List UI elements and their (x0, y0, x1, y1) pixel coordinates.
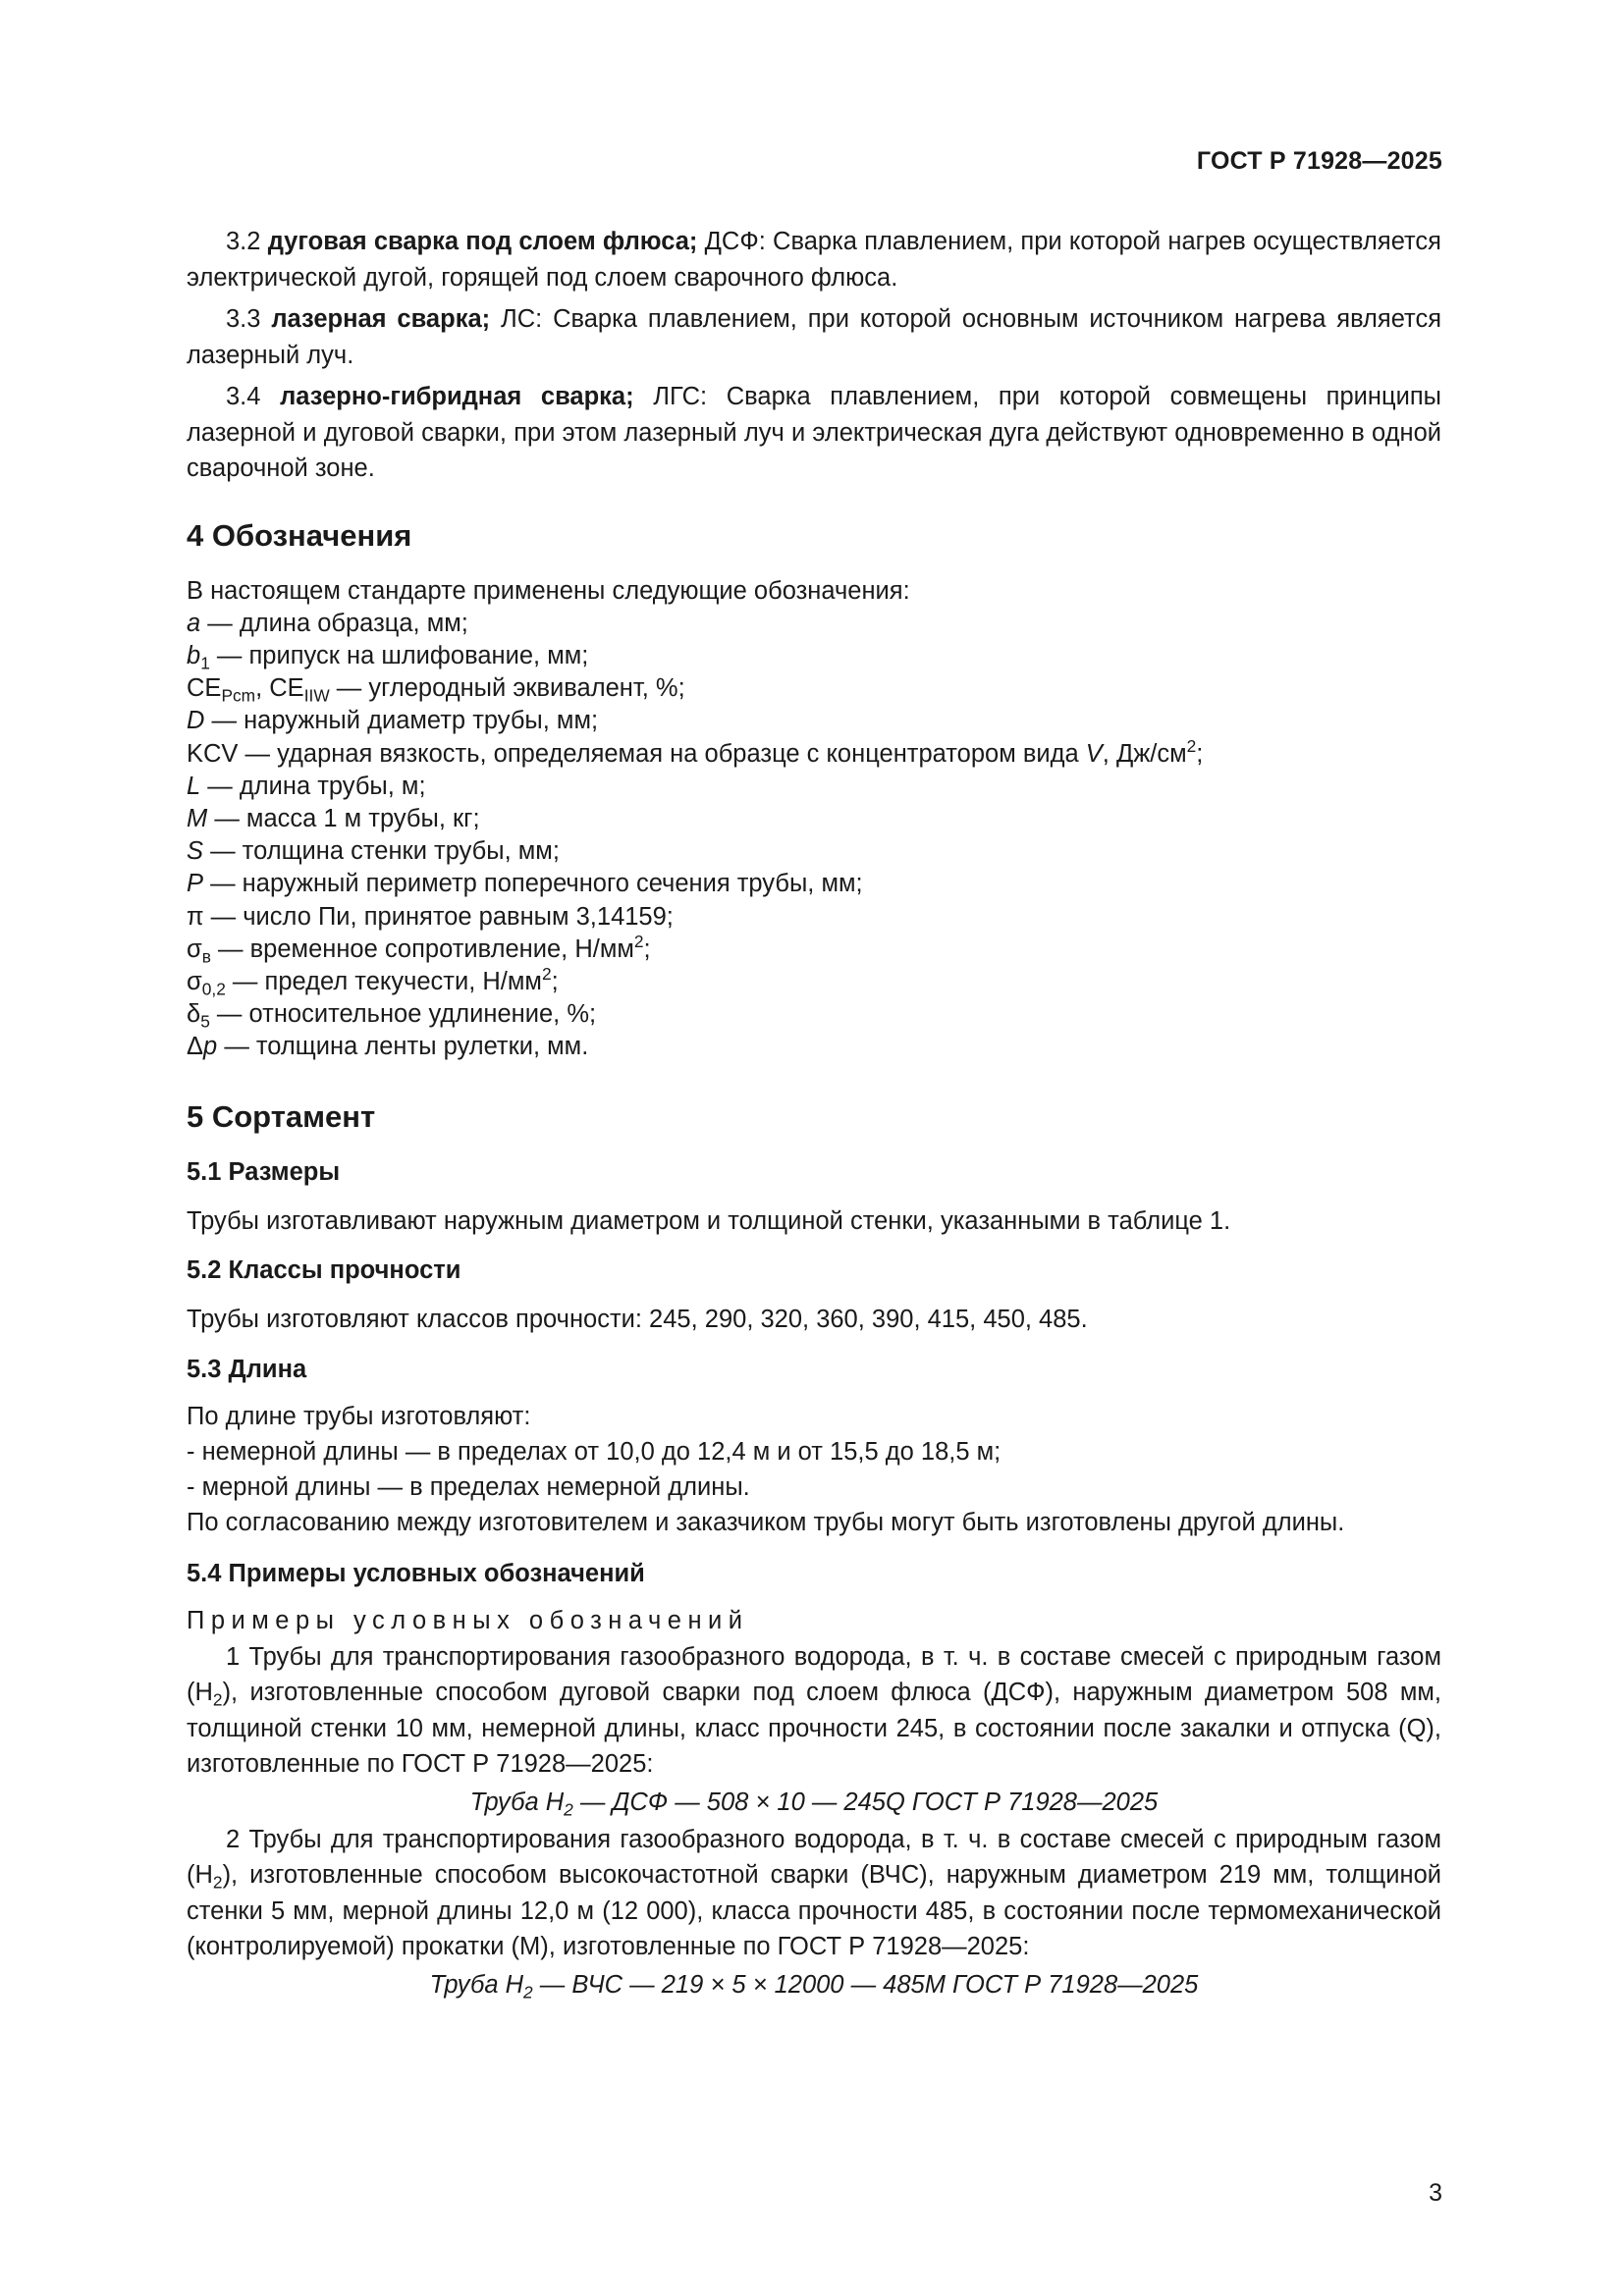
symbol-p: P — наружный периметр поперечного сечения трубы, мм; (187, 870, 863, 898)
symbol-b1: $b_1$ — припуск на шлифование, мм; (187, 641, 589, 673)
subsection-5-2-title: 5.2 Классы прочности (187, 1256, 461, 1285)
example-1-designation: Труба $H_2$ — ДСФ — 508 × 10 — 245Q ГОСТ Р 71928—2025 (469, 1788, 1159, 1820)
symbol-a: a — длина образца, мм; (187, 609, 468, 637)
term-name: лазерная сварка; (271, 305, 491, 333)
term-definition: ЛС: Сварка плавлением, при которой основным источником нагрева является лазерный луч. (187, 305, 1442, 369)
symbol-kcv: KCV — ударная вязкость, определяемая на образце с концентратором вида V, $Дж/см^2$; (187, 735, 1204, 768)
symbol-s: S — толщина стенки трубы, мм; (187, 837, 560, 866)
term-3-2: 3.2 дуговая сварка под слоем флюса; ДСФ: Сварка плавлением, при которой нагрев осуществляется электрической дугой, горящей под слоем сварочного флюса. (187, 228, 1441, 292)
symbol-sigma-02: $\sigma_{0,2}$ — предел текучести, $Н/мм^2$; (187, 963, 559, 999)
term-definition: ЛГС: Сварка плавлением, при которой совмещены принципы лазерной и дуговой сварки, при этом лазерный луч и электрическая дуга действуют одновременно в одной сварочной зоне. (187, 383, 1441, 482)
term-definition: ДСФ: Сварка плавлением, при которой нагрев осуществляется электрической дугой, горящей под слоем сварочного флюса. (187, 228, 1441, 292)
example-2-text: 2 Трубы для транспортирования газообразного водорода, в т. ч. в составе смесей с природным газом $(H_2)$, изготовленные способом высокочастотной сварки (ВЧС), наружным диаметром 219 мм, толщиной стенки 5 мм, мерной длины 12,0 м (12 000), класса прочности 485, в состоянии после термомеханической (контролируемой) прокатки (М), изготовленные по ГОСТ Р 71928—2025: (187, 1825, 1441, 1961)
term-name: дуговая сварка под слоем флюса; (267, 228, 698, 255)
symbol-l: L — длина трубы, м; (187, 772, 426, 800)
symbols-list (187, 575, 1441, 1064)
length-note: По согласованию между изготовителем и заказчиком трубы могут быть изготовлены другой длины. (187, 1508, 1345, 1536)
standard-header: ГОСТ Р 71928—2025 (1196, 147, 1442, 175)
examples-heading: Примеры условных обозначений (187, 1607, 749, 1635)
subsection-5-3-title: 5.3 Длина (187, 1355, 307, 1383)
length-item-1: - немерной длины — в пределах от 10,0 до 12,4 м и от 15,5 до 18,5 м; (187, 1437, 1001, 1466)
length-intro: По длине трубы изготовляют: (187, 1402, 531, 1430)
term-3-3: 3.3 лазерная сварка; ЛС: Сварка плавлением, при которой основным источником нагрева является лазерный луч. (187, 305, 1442, 369)
subsection-5-1-text: Трубы изготавливают наружным диаметром и толщиной стенки, указанными в таблице 1. (187, 1206, 1231, 1235)
term-name: лазерно-гибридная сварка; (280, 383, 634, 410)
page-content (187, 224, 1441, 2004)
term-3-4: 3.4 лазерно-гибридная сварка; ЛГС: Сварка плавлением, при которой совмещены принципы лазерной и дуговой сварки, при этом лазерный луч и электрическая дуга действуют одновременно в одной сварочной зоне. (187, 383, 1441, 482)
subsection-5-1-title: 5.1 Размеры (187, 1157, 341, 1186)
symbol-delta-p: Δp — толщина ленты рулетки, мм. (187, 1033, 589, 1061)
subsection-5-2-text: Трубы изготовляют классов прочности: 245, 290, 320, 360, 390, 415, 450, 485. (187, 1306, 1088, 1334)
example-2-designation: Труба $H_2$ — ВЧС — 219 × 5 × 12000 — 485M ГОСТ Р 71928—2025 (429, 1970, 1199, 2002)
symbol-delta5: $\delta_5$ — относительное удлинение, %; (187, 1000, 597, 1032)
page-number: 3 (1429, 2179, 1442, 2207)
subsection-5-4-title: 5.4 Примеры условных обозначений (187, 1560, 645, 1588)
symbol-d: D — наружный диаметр трубы, мм; (187, 707, 599, 735)
section-4-title: 4 Обозначения (187, 517, 412, 553)
example-1-text: 1 Трубы для транспортирования газообразного водорода, в т. ч. в составе смесей с природным газом $(H_2)$, изготовленные способом дуговой сварки под слоем флюса (ДСФ), наружным диаметром 508 мм, толщиной стенки 10 мм, немерной длины, класс прочности 245, в состоянии после закалки и отпуска (Q), изготовленные по ГОСТ Р 71928—2025: (187, 1642, 1441, 1779)
symbol-sigma-b: $\sigma_в$ — временное сопротивление, $Н/мм^2$; (187, 931, 651, 967)
symbol-ce: $CE_{Pcm}$, $CE_{IIW}$ — углеродный эквивалент, %; (187, 674, 685, 706)
symbol-m: M — масса 1 м трубы, кг; (187, 804, 480, 832)
length-item-2: - мерной длины — в пределах немерной длины. (187, 1472, 750, 1501)
symbol-pi: π — число Пи, принятое равным 3,14159; (187, 902, 674, 931)
section-5-title: 5 Сортамент (187, 1098, 376, 1134)
symbols-intro: В настоящем стандарте применены следующие обозначения: (187, 576, 910, 605)
